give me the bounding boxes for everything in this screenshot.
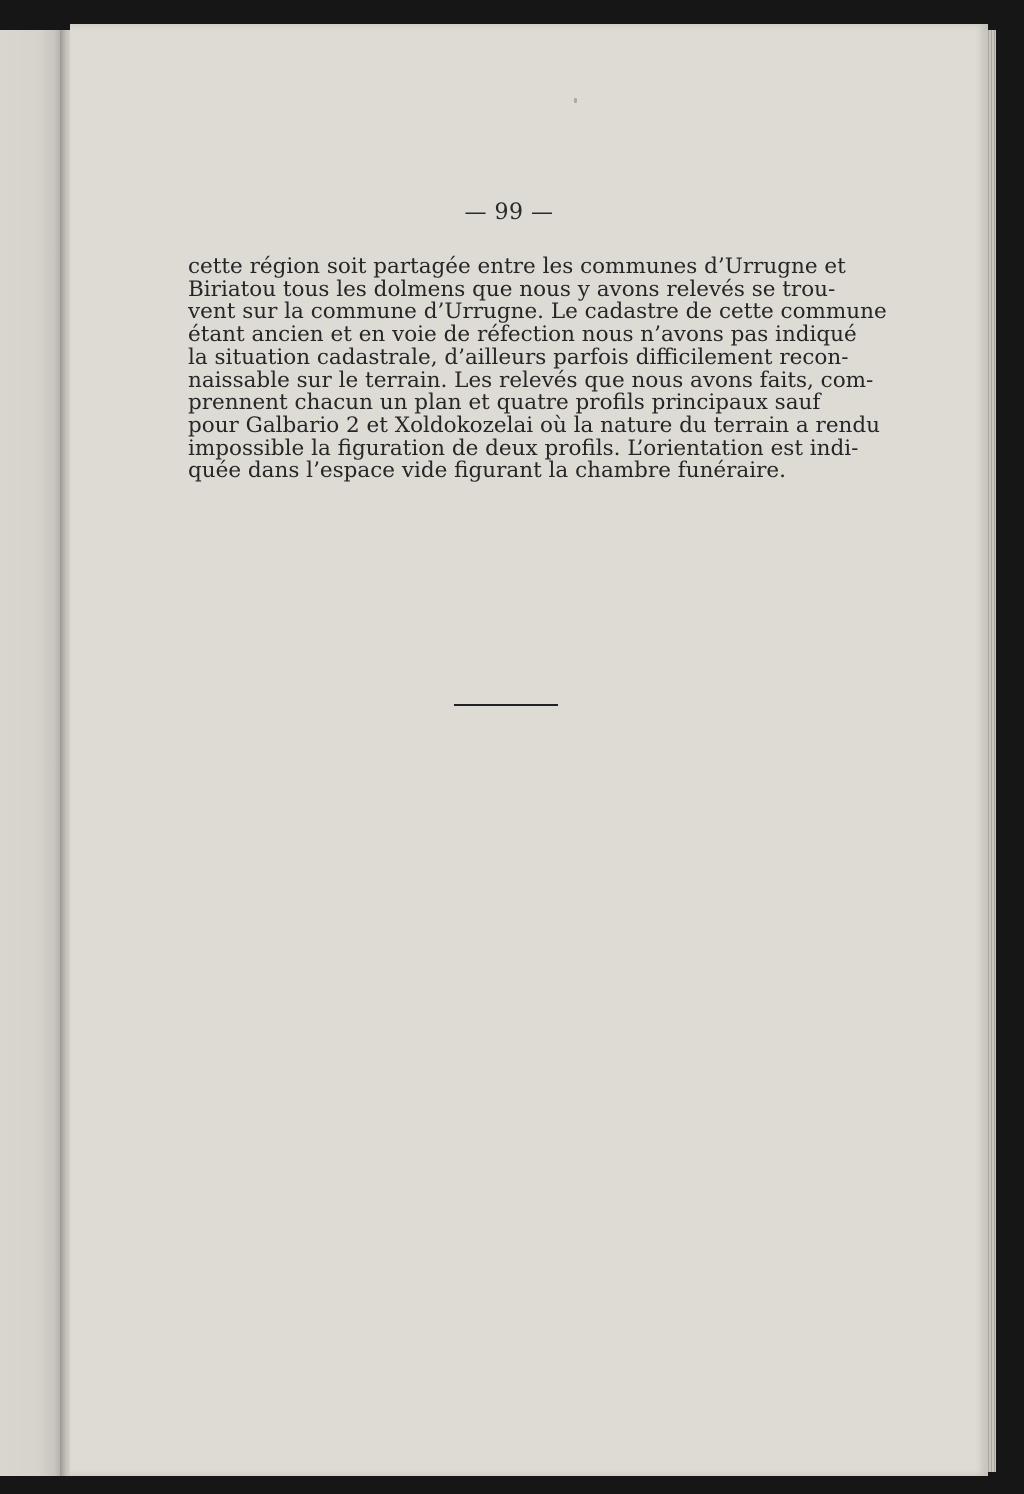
- right-page: [70, 24, 988, 1476]
- paragraph-line: quée dans l’espace vide figurant la chambre funéraire.: [188, 458, 786, 484]
- page-number: — 99 —: [464, 200, 554, 225]
- section-separator-rule: [454, 704, 558, 706]
- paper-speck: [574, 98, 577, 103]
- paragraph-line: naissable sur le terrain. Les relevés que nous avons faits, com-: [188, 367, 874, 393]
- paragraph-line: étant ancien et en voie de réfection nous n’avons pas indiqué: [188, 322, 857, 348]
- paragraph-line: impossible la figuration de deux profils. L’orientation est indi-: [188, 435, 859, 461]
- paragraph-line: prennent chacun un plan et quatre profils principaux sauf: [188, 390, 821, 416]
- left-page-edge: [0, 30, 64, 1476]
- page-stack-edge: [986, 30, 996, 1472]
- paragraph-line: Biriatou tous les dolmens que nous y avons relevés se trou-: [188, 276, 836, 302]
- paragraph-line: cette région soit partagée entre les communes d’Urrugne et: [188, 254, 846, 279]
- paragraph-line: vent sur la commune d’Urrugne. Le cadastre de cette commune: [188, 299, 887, 325]
- paragraph-line: pour Galbario 2 et Xoldokozelai où la nature du terrain a rendu: [188, 412, 881, 438]
- body-paragraph: [188, 254, 887, 484]
- paragraph-line: la situation cadastrale, d’ailleurs parfois difficilement recon-: [188, 344, 849, 370]
